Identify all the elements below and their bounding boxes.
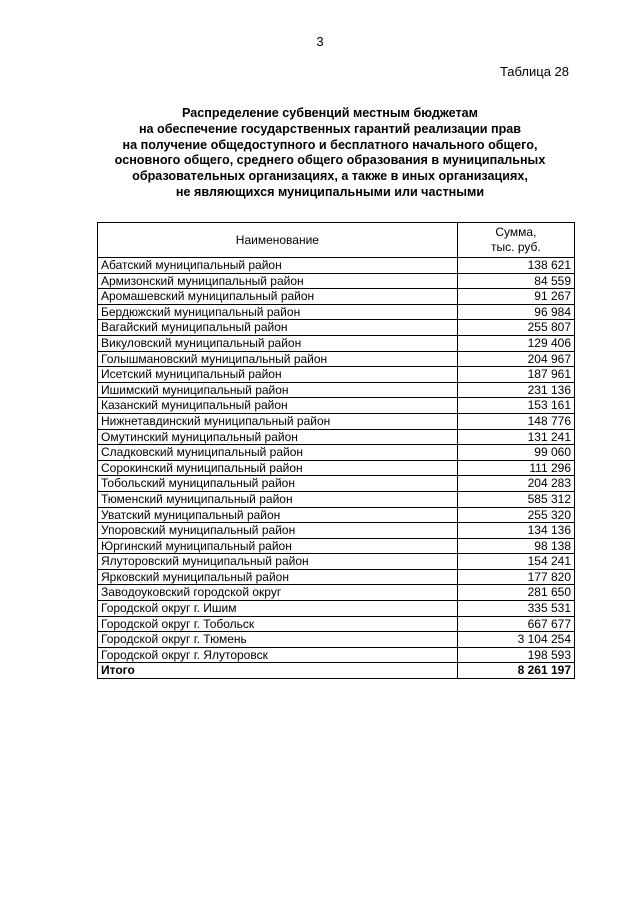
row-sum: 231 136 bbox=[457, 382, 574, 398]
row-name: Ялуторовский муниципальный район bbox=[98, 554, 458, 570]
table-row bbox=[98, 632, 575, 648]
table-body bbox=[98, 258, 575, 663]
row-name: Упоровский муниципальный район bbox=[98, 523, 458, 539]
row-sum: 138 621 bbox=[457, 258, 574, 274]
total-label: Итого bbox=[98, 663, 458, 679]
table-row bbox=[98, 538, 575, 554]
table-row bbox=[98, 601, 575, 617]
table-row bbox=[98, 258, 575, 274]
table-row bbox=[98, 647, 575, 663]
row-sum: 187 961 bbox=[457, 367, 574, 383]
page-number: 3 bbox=[316, 34, 324, 49]
title-line: на обеспечение государственных гарантий реализации прав bbox=[138, 121, 522, 136]
table-row bbox=[98, 569, 575, 585]
row-sum: 111 296 bbox=[457, 460, 574, 476]
row-sum: 198 593 bbox=[457, 647, 574, 663]
row-name: Армизонский муниципальный район bbox=[98, 273, 458, 289]
row-name: Ишимский муниципальный район bbox=[98, 382, 458, 398]
row-name: Городской округ г. Ишим bbox=[98, 601, 458, 617]
row-name: Тюменский муниципальный район bbox=[98, 491, 458, 507]
row-name: Заводоуковский городской округ bbox=[98, 585, 458, 601]
row-sum: 129 406 bbox=[457, 335, 574, 351]
table-row bbox=[98, 304, 575, 320]
row-name: Казанский муниципальный район bbox=[98, 398, 458, 414]
row-sum: 667 677 bbox=[457, 616, 574, 632]
row-name: Омутинский муниципальный район bbox=[98, 429, 458, 445]
row-name: Нижнетавдинский муниципальный район bbox=[98, 413, 458, 429]
row-sum: 204 283 bbox=[457, 476, 574, 492]
row-name: Уватский муниципальный район bbox=[98, 507, 458, 523]
row-sum: 153 161 bbox=[457, 398, 574, 414]
row-sum: 148 776 bbox=[457, 413, 574, 429]
title-line: образовательных организациях, а также в иных организациях, bbox=[132, 169, 528, 184]
row-name: Голышмановский муниципальный район bbox=[98, 351, 458, 367]
table-label: Таблица 28 bbox=[499, 64, 569, 79]
table-row bbox=[98, 554, 575, 570]
table-row bbox=[98, 476, 575, 492]
header-sum-unit: тыс. руб. bbox=[491, 240, 541, 254]
table-row bbox=[98, 398, 575, 414]
row-sum: 91 267 bbox=[457, 289, 574, 305]
row-sum: 281 650 bbox=[457, 585, 574, 601]
row-name: Абатский муниципальный район bbox=[98, 258, 458, 274]
row-sum: 177 820 bbox=[457, 569, 574, 585]
title-line: на получение общедоступного и бесплатного начального общего, bbox=[122, 137, 538, 152]
table-row bbox=[98, 445, 575, 461]
row-sum: 98 138 bbox=[457, 538, 574, 554]
table-row bbox=[98, 335, 575, 351]
row-name: Бердюжский муниципальный район bbox=[98, 304, 458, 320]
title-line: не являющихся муниципальными или частными bbox=[175, 184, 485, 199]
row-sum: 134 136 bbox=[457, 523, 574, 539]
table-row bbox=[98, 460, 575, 476]
row-name: Сорокинский муниципальный район bbox=[98, 460, 458, 476]
row-name: Городской округ г. Тюмень bbox=[98, 632, 458, 648]
table-row bbox=[98, 413, 575, 429]
title-line: Распределение субвенций местным бюджетам bbox=[182, 106, 478, 120]
total-sum: 8 261 197 bbox=[457, 663, 574, 679]
table-row bbox=[98, 507, 575, 523]
row-name: Ярковский муниципальный район bbox=[98, 569, 458, 585]
header-sum-line: Сумма, bbox=[495, 225, 537, 239]
row-name: Сладковский муниципальный район bbox=[98, 445, 458, 461]
table-row bbox=[98, 273, 575, 289]
subvention-table bbox=[97, 222, 575, 679]
row-sum: 96 984 bbox=[457, 304, 574, 320]
row-sum: 154 241 bbox=[457, 554, 574, 570]
table-row bbox=[98, 382, 575, 398]
total-row bbox=[98, 663, 575, 679]
row-name: Вагайский муниципальный район bbox=[98, 320, 458, 336]
row-name: Исетский муниципальный район bbox=[98, 367, 458, 383]
document-title bbox=[60, 106, 600, 201]
table-row bbox=[98, 491, 575, 507]
table-row bbox=[98, 289, 575, 305]
row-name: Городской округ г. Ялуторовск bbox=[98, 647, 458, 663]
table-row bbox=[98, 429, 575, 445]
header-sum bbox=[457, 223, 574, 258]
row-sum: 255 320 bbox=[457, 507, 574, 523]
table-row bbox=[98, 320, 575, 336]
table-row bbox=[98, 523, 575, 539]
row-sum: 99 060 bbox=[457, 445, 574, 461]
table-row bbox=[98, 367, 575, 383]
row-sum: 585 312 bbox=[457, 491, 574, 507]
row-sum: 255 807 bbox=[457, 320, 574, 336]
table-header-row bbox=[98, 223, 575, 258]
title-line: основного общего, среднего общего образования в муниципальных bbox=[114, 153, 546, 168]
row-name: Юргинский муниципальный район bbox=[98, 538, 458, 554]
row-sum: 84 559 bbox=[457, 273, 574, 289]
row-name: Тобольский муниципальный район bbox=[98, 476, 458, 492]
table-row bbox=[98, 616, 575, 632]
header-name: Наименование bbox=[98, 223, 458, 258]
row-sum: 131 241 bbox=[457, 429, 574, 445]
row-sum: 3 104 254 bbox=[457, 632, 574, 648]
row-sum: 335 531 bbox=[457, 601, 574, 617]
table-row bbox=[98, 351, 575, 367]
row-sum: 204 967 bbox=[457, 351, 574, 367]
table-row bbox=[98, 585, 575, 601]
row-name: Городской округ г. Тобольск bbox=[98, 616, 458, 632]
row-name: Аромашевский муниципальный район bbox=[98, 289, 458, 305]
row-name: Викуловский муниципальный район bbox=[98, 335, 458, 351]
